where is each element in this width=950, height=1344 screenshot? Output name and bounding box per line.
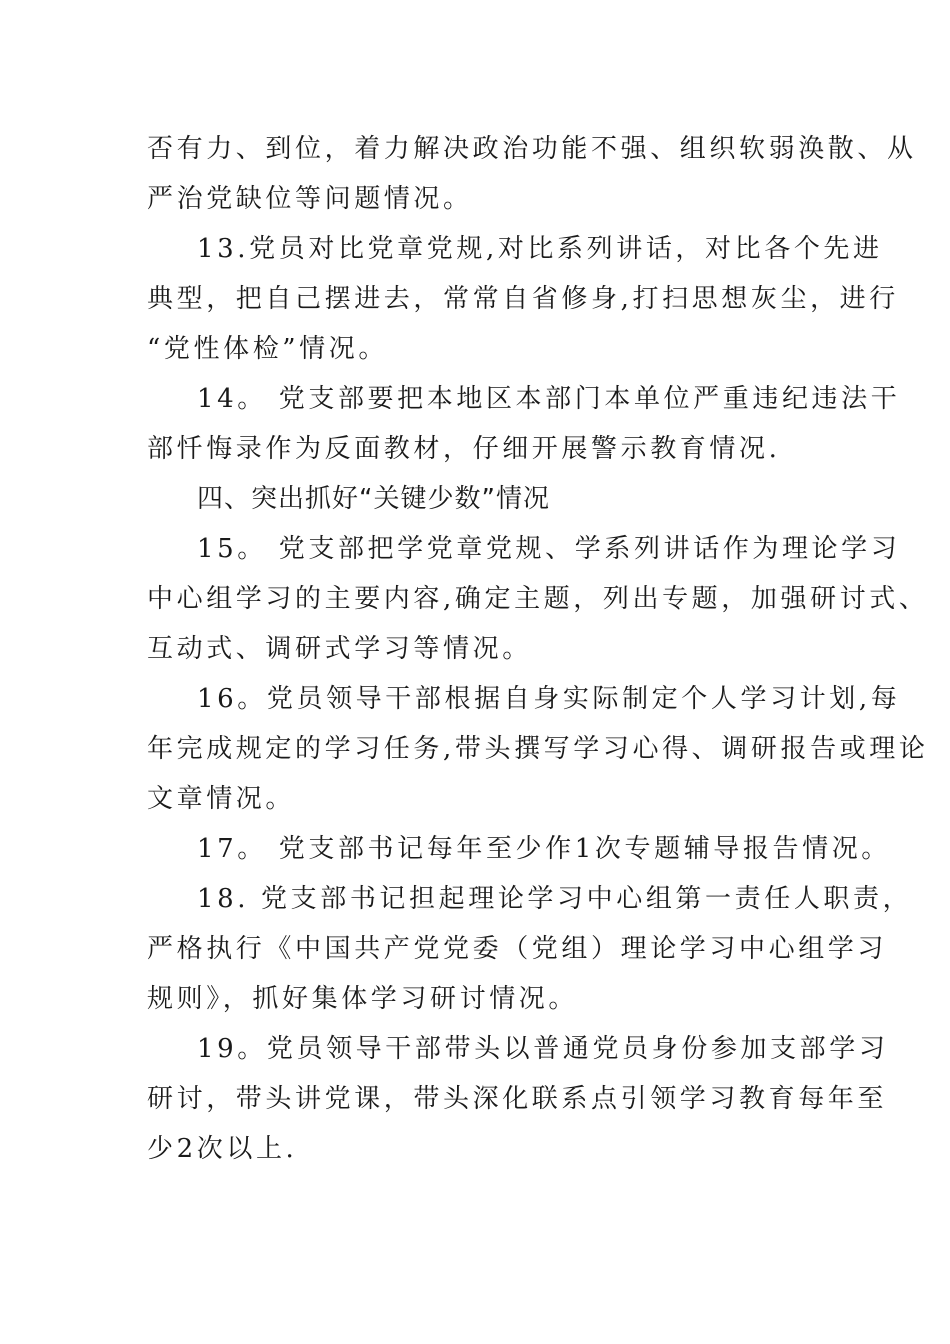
text-line: 研讨，带头讲党课，带头深化联系点引领学习教育每年至 — [147, 1084, 888, 1114]
text-line: 严格执行《中国共产党党委（党组）理论学习中心组学习 — [147, 934, 888, 964]
text-line: 否有力、到位，着力解决政治功能不强、组织软弱涣散、从 — [147, 134, 917, 164]
list-item-14: 14。 党支部要把本地区本部门本单位严重违纪违法干 — [197, 384, 901, 414]
text-line: 中心组学习的主要内容,确定主题，列出专题，加强研讨式、 — [147, 584, 929, 614]
text-line: 年完成规定的学习任务,带头撰写学习心得、调研报告或理论 — [147, 734, 929, 764]
text-line: 少2次以上. — [147, 1134, 298, 1164]
text-line: 严治党缺位等问题情况。 — [147, 184, 473, 214]
text-line: 典型，把自己摆进去，常常自省修身,打扫思想灰尘，进行 — [147, 284, 899, 314]
text-line: 互动式、调研式学习等情况。 — [147, 634, 532, 664]
text-line: “党性体检”情况。 — [147, 334, 388, 364]
list-item-19: 19。党员领导干部带头以普通党员身份参加支部学习 — [197, 1034, 889, 1064]
list-item-16: 16。党员领导干部根据自身实际制定个人学习计划,每 — [197, 684, 901, 714]
text-line: 文章情况。 — [147, 784, 296, 814]
section-heading: 四、突出抓好“关键少数”情况 — [197, 484, 550, 514]
list-item-17: 17。 党支部书记每年至少作1次专题辅导报告情况。 — [197, 834, 891, 864]
text-line: 规则》，抓好集体学习研讨情况。 — [147, 984, 579, 1014]
text-line: 部忏悔录作为反面教材，仔细开展警示教育情况. — [147, 434, 781, 464]
list-item-13: 13.党员对比党章党规,对比系列讲话，对比各个先进 — [197, 234, 883, 264]
list-item-15: 15。 党支部把学党章党规、学系列讲话作为理论学习 — [197, 534, 901, 564]
list-item-18: 18. 党支部书记担起理论学习中心组第一责任人职责， — [197, 884, 913, 914]
